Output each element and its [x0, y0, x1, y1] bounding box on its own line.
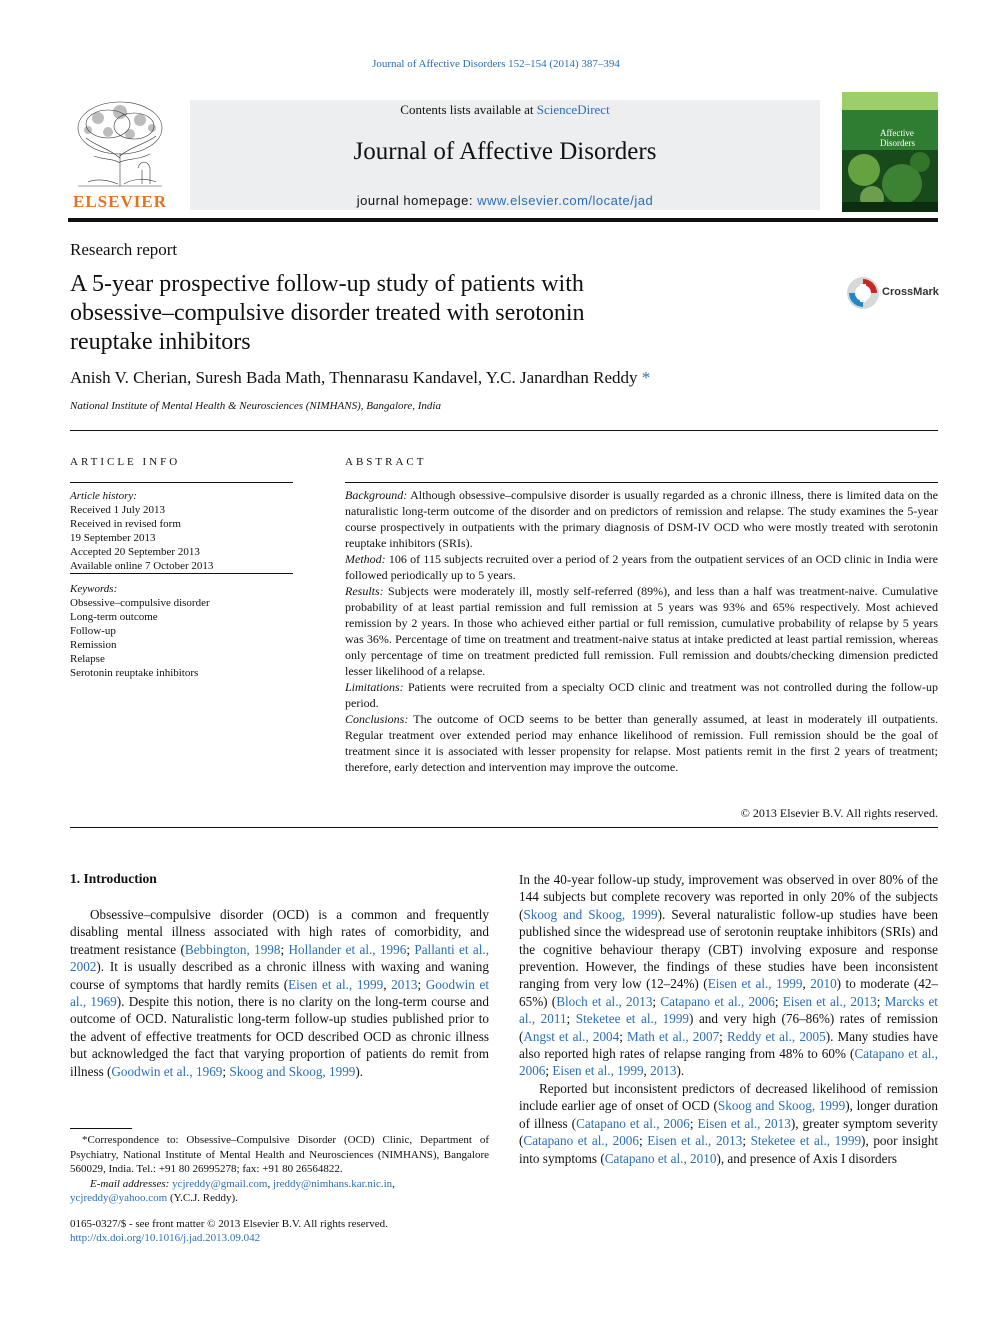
issn-line: 0165-0327/$ - see front matter © 2013 Elsevier B.V. All rights reserved. [70, 1218, 388, 1230]
info-rule-mid [70, 573, 293, 574]
keyword-item: Obsessive–compulsive disorder [70, 597, 210, 609]
header-rule [68, 218, 938, 222]
citation-link[interactable]: Goodwin et al., 1969 [70, 976, 489, 1010]
citation-link[interactable]: Eisen et al., 2013 [647, 1133, 743, 1149]
keywords [70, 582, 294, 680]
email-link-1[interactable]: ycjreddy@gmail.com [172, 1177, 268, 1190]
author-affiliation: National Institute of Mental Health & Neurosciences (NIMHANS), Bangalore, India [70, 400, 441, 412]
abstract-label: Method: [345, 552, 386, 566]
journal-masthead [190, 100, 820, 210]
author-list [70, 368, 650, 388]
email-label: E-mail addresses: [90, 1177, 173, 1190]
abstract-label: Limitations: [345, 680, 404, 694]
intro-paragraph-1: Obsessive–compulsive disorder (OCD) is a common and frequently disabling mental illness associated with high rates of comorbidity, and treatment resistance (Bebbington, 1998; Hollander et al., 1996; Pallanti et al., 2002). It is usually described as a chronic illness with waxing and waning course of symptoms that hardly remits (Eisen et al., 1999, 2013; Goodwin et al., 1969). Despite this notion, there is no clarity on the long-term course and outcome of OCD. Naturalistic long-term follow-up studies published prior to the advent of effective treatments for OCD described OCD as chronic illness but acknowledged the fact that varying proportion of patients do remit from illness (Goodwin et al., 1969; Skoog and Skoog, 1999). [70, 907, 489, 1079]
article-title [70, 270, 830, 357]
title-line-2: obsessive–compulsive disorder treated with serotonin [70, 300, 585, 326]
citation-link[interactable]: Eisen et al., 1999 [552, 1063, 644, 1079]
history-item: 19 September 2013 [70, 532, 156, 544]
sciencedirect-link[interactable]: ScienceDirect [536, 102, 610, 117]
history-item: Received in revised form [70, 518, 181, 530]
citation-link[interactable]: Eisen et al., 1999 [288, 976, 384, 992]
email-addresses-cont [70, 1191, 489, 1206]
history-item: Received 1 July 2013 [70, 504, 166, 516]
citation-link[interactable]: Marcks et al., 2011 [519, 993, 938, 1027]
title-rule [70, 430, 938, 431]
email-owner: (Y.C.J. Reddy). [167, 1192, 238, 1204]
corresponding-author-mark[interactable]: * [641, 368, 651, 387]
info-rule-top [70, 482, 293, 483]
citation-link[interactable]: Hollander et al., 1996 [288, 941, 407, 957]
copyright-notice: © 2013 Elsevier B.V. All rights reserved. [740, 806, 938, 820]
abstract-label: Results: [345, 584, 384, 598]
article-info-heading: ARTICLE INFO [70, 456, 181, 468]
abstract-text: The outcome of OCD seems to be better than generally assumed, at least in moderately ill outpatients. Regular treatment over extended period may enhance likelihood of remission. Full remission should be the goal of treatment since it is associated with lesser propensity for relapse. Most patients remit in the first 2 years of treatment; therefore, early detection and intervention may improve the outcome. [345, 712, 938, 774]
keyword-item: Long-term outcome [70, 611, 158, 623]
history-item: Accepted 20 September 2013 [70, 546, 200, 558]
citation-link[interactable]: Bloch et al., 2013 [556, 993, 653, 1009]
section-heading-introduction: 1. Introduction [70, 871, 157, 886]
citation-link[interactable]: Catapano et al., 2010 [604, 1150, 717, 1166]
abstract-text: 106 of 115 subjects recruited over a period of 2 years from the outpatient services of an OCD clinic in India were followed periodically up to 5 years. [345, 552, 938, 582]
abstract-text: Although obsessive–compulsive disorder is usually regarded as a chronic illness, there is limited data on the naturalistic long-term outcome of the disorder and on predictors of remission and relapse. The study examines the 5-year course prospectively in outpatients with the primary diagnosis of DSM-IV OCD who were mostly treated with serotonin reuptake inhibitors (SRIs). [345, 488, 938, 550]
citation-link[interactable]: Catapano et al., 2006 [660, 993, 775, 1009]
author-names: Anish V. Cherian, Suresh Bada Math, Thennarasu Kandavel, Y.C. Janardhan Reddy [70, 368, 638, 387]
correspondence-text: *Correspondence to: Obsessive–Compulsive Disorder (OCD) Clinic, Department of Psychiatry, National Institute of Mental Health and Neurosciences (NIMHANS), Bangalore 560029, India. Tel.: +91 80 26995278; fax: +91 80 26564822. [70, 1134, 489, 1175]
abstract-background [345, 487, 938, 551]
history-label: Article history: [70, 490, 137, 502]
abstract-heading: ABSTRACT [345, 456, 427, 468]
citation-link[interactable]: 2013 [650, 1063, 677, 1079]
citation-link[interactable]: Catapano et al., 2006 [523, 1133, 639, 1149]
intro-paragraph-3: Reported but inconsistent predictors of decreased likelihood of remission include earlier age of onset of OCD (Skoog and Skoog, 1999), longer duration of illness (Catapano et al., 2006; Eisen et al., 2013), greater symptom severity (Catapano et al., 2006; Eisen et al., 2013; Steketee et al., 1999), poor insight into symptoms (Catapano et al., 2010), and presence of Axis I disorders [519, 1080, 938, 1166]
keywords-label: Keywords: [70, 583, 118, 595]
intro-paragraph-2: In the 40-year follow-up study, improvement was observed in over 80% of the 144 subjects but complete recovery was reported in only 20% of the subjects (Skoog and Skoog, 1999). Several naturalistic follow-up studies have been published since the widespread use of serotonin reuptake inhibitors (SRIs) and the cognitive behaviour therapy (CBT) involving exposure and response prevention. However, the findings of these studies have been inconsistent ranging from very low (12–24%) (Eisen et al., 1999, 2010) to moderate (42–65%) (Bloch et al., 2013; Catapano et al., 2006; Eisen et al., 2013; Marcks et al., 2011; Steketee et al., 1999) and very high (76–86%) rates of remission (Angst et al., 2004; Math et al., 2007; Reddy et al., 2005). Many studies have also reported high rates of relapse ranging from 48% to 60% (Catapano et al., 2006; Eisen et al., 1999, 2013). [519, 872, 939, 1079]
abstract-rule-bottom [70, 827, 938, 828]
abstract-rule-top [345, 482, 938, 483]
correspondence-footnote [70, 1133, 489, 1206]
title-line-1: A 5-year prospective follow-up study of patients with [70, 271, 584, 297]
history-item: Available online 7 October 2013 [70, 560, 214, 572]
cover-title: Affective Disorders [880, 128, 915, 148]
email-link-2[interactable]: jreddy@nimhans.kar.nic.in [272, 1177, 393, 1190]
intro-left-column [70, 906, 489, 1080]
citation-link[interactable]: Bebbington, 1998 [184, 941, 281, 957]
journal-homepage [190, 193, 820, 208]
crossmark-icon [846, 276, 880, 310]
abstract-text: Patients were recruited from a specialty OCD clinic and treatment was not controlled during the follow-up period. [345, 680, 938, 710]
citation-link[interactable]: Angst et al., 2004 [523, 1028, 620, 1044]
citation-link[interactable]: Reddy et al., 2005 [726, 1028, 826, 1044]
citation-link[interactable]: Skoog and Skoog, 1999 [229, 1063, 356, 1079]
journal-title: Journal of Affective Disorders [353, 138, 657, 165]
doi-link[interactable]: http://dx.doi.org/10.1016/j.jad.2013.09.042 [70, 1232, 261, 1244]
citation-link[interactable]: 2010 [810, 976, 837, 992]
abstract-body [345, 487, 938, 775]
homepage-link[interactable]: www.elsevier.com/locate/jad [477, 193, 654, 208]
crossmark-label: CrossMark [882, 286, 939, 298]
email-addresses: E-mail addresses: ycjreddy@gmail.com, jreddy@nimhans.kar.nic.in, [90, 1177, 395, 1190]
abstract-label: Background: [345, 488, 408, 502]
journal-citation[interactable]: Journal of Affective Disorders 152–154 (2014) 387–394 [372, 58, 620, 70]
homepage-prefix: journal homepage: [356, 193, 478, 208]
article-history [70, 489, 294, 573]
abstract-conclusions [345, 711, 938, 775]
keyword-item: Remission [70, 639, 117, 651]
citation-link[interactable]: Catapano et al., 2006 [576, 1115, 690, 1131]
citation-link[interactable]: Catapano et al., 2006 [519, 1046, 938, 1079]
citation-link[interactable]: Eisen et al., 1999 [707, 976, 803, 992]
elsevier-wordmark: ELSEVIER [73, 192, 167, 211]
citation-link[interactable]: Skoog and Skoog, 1999 [523, 906, 658, 922]
journal-cover-thumbnail[interactable] [842, 92, 938, 212]
cover-art-icon [842, 92, 938, 212]
article-type: Research report [70, 240, 178, 259]
intro-right-column [519, 871, 938, 1167]
citation-link[interactable]: Goodwin et al., 1969 [111, 1063, 223, 1079]
keyword-item: Serotonin reuptake inhibitors [70, 667, 199, 679]
citation-link[interactable]: Math et al., 2007 [627, 1028, 720, 1044]
abstract-results [345, 583, 938, 679]
abstract-method [345, 551, 938, 583]
keyword-item: Relapse [70, 653, 105, 665]
citation-link[interactable]: Pallanti et al., 2002 [70, 941, 489, 975]
citation-link[interactable]: 2013 [391, 976, 418, 992]
contents-prefix: Contents lists available at [400, 102, 537, 117]
citation-link[interactable]: Steketee et al., 1999 [750, 1133, 862, 1149]
email-link-3[interactable]: ycjreddy@yahoo.com [70, 1192, 168, 1204]
citation-link[interactable]: Skoog and Skoog, 1999 [717, 1098, 846, 1114]
crossmark-badge[interactable] [846, 276, 938, 310]
abstract-limitations [345, 679, 938, 711]
abstract-text: Subjects were moderately ill, mostly self-referred (89%), and less than a half was treatment-naive. Cumulative probability of at least partial remission and full remission at 5 years was 93% and 65% respectively. Most achieved remission by 2 years. In those who achieved either partial or full remission, cumulative probability of relapse by 5 years was 36%. Percentage of time on treatment and treatment-naive status at intake predicted at least partial remission, whereas only percentage of time on treatment predicted full remission. Full remission and doubts/checking dimension predicted lesser likelihood of a relapse. [345, 584, 938, 678]
footnote-rule [70, 1128, 132, 1129]
keyword-item: Follow-up [70, 625, 116, 637]
contents-line [190, 102, 820, 118]
citation-link[interactable]: Eisen et al., 2013 [782, 993, 877, 1009]
citation-link[interactable]: Steketee et al., 1999 [575, 1011, 690, 1027]
abstract-label: Conclusions: [345, 712, 409, 726]
title-line-3: reuptake inhibitors [70, 329, 251, 355]
correspondence-body: Correspondence to: Obsessive–Compulsive Disorder (OCD) Clinic, Department of Psychiatry, National Institute of Mental Health and Neurosciences (NIMHANS), Bangalore 560029, India. Tel.: +91 80 26995278; fax: +91 80 26564822. [70, 1134, 489, 1175]
citation-link[interactable]: Eisen et al., 2013 [697, 1115, 791, 1131]
